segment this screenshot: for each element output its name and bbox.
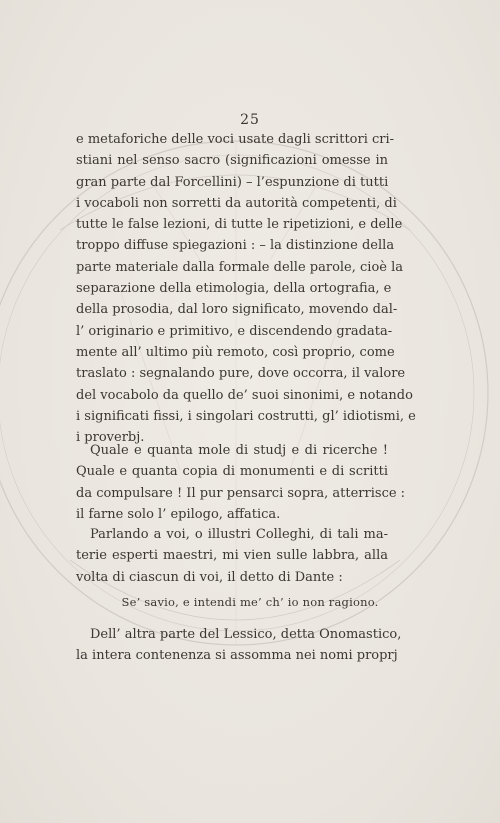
text-line: Quale e quanta mole di studj e di ricerche !	[90, 443, 388, 458]
paragraph-parlando	[76, 524, 388, 588]
text-line: troppo diffuse spiegazioni : – la distinzione della	[76, 238, 395, 254]
text-line: Parlando a voi, o illustri Colleghi, di tali ma-	[90, 527, 388, 542]
text-line: i proverbj.	[76, 430, 145, 446]
text-line: i vocaboli non sorretti da autorità competenti, di	[76, 195, 397, 211]
text-line: i significati fissi, i singolari costrutti, gl’ idiotismi, e	[76, 408, 416, 424]
text-line: volta di ciascun di voi, il detto di Dante :	[76, 569, 343, 585]
page-number: 25	[240, 112, 260, 128]
text-line: tutte le false lezioni, di tutte le ripetizioni, e delle	[76, 217, 403, 233]
text-line: traslato : segnalando pure, dove occorra, il valore	[76, 366, 406, 382]
text-line: e metaforiche delle voci usate dagli scrittori cri-	[76, 132, 395, 147]
text-line: Dell’ altra parte del Lessico, detta Onomastico,	[90, 627, 402, 642]
text-line: Quale e quanta copia di monumenti e di scritti	[76, 464, 388, 480]
text-line: del vocabolo da quello de’ suoi sinonimi, e notando	[76, 387, 413, 403]
text-line: gran parte dal Forcellini) – l’espunzione di tutti	[76, 174, 389, 190]
dante-quote: Se’ savio, e intendi me’ ch’ io non ragiono.	[121, 595, 379, 609]
text-line: l’ originario e primitivo, e discendendo gradata-	[76, 323, 393, 339]
text-line: mente all’ ultimo più remoto, così proprio, come	[76, 344, 395, 360]
text-line: il farne solo l’ epilogo, affatica.	[76, 506, 281, 522]
text-line: da compulsare ! Il pur pensarci sopra, atterrisce :	[76, 485, 406, 501]
text-line: stiani nel senso sacro (significazioni omesse in	[76, 153, 388, 169]
text-line: della prosodia, dal loro significato, movendo dal-	[76, 302, 398, 318]
paragraph-quale	[76, 440, 406, 525]
text-line: separazione della etimologia, della ortografia, e	[76, 281, 392, 297]
paragraph-onomastico	[76, 624, 402, 667]
text-line: terie esperti maestri, mi vien sulle labbra, alla	[76, 548, 388, 564]
paragraph-continuation	[76, 129, 416, 448]
text-line: parte materiale dalla formale delle parole, cioè la	[76, 259, 404, 275]
text-line: la intera contenenza si assomma nei nomi proprj	[76, 648, 398, 664]
